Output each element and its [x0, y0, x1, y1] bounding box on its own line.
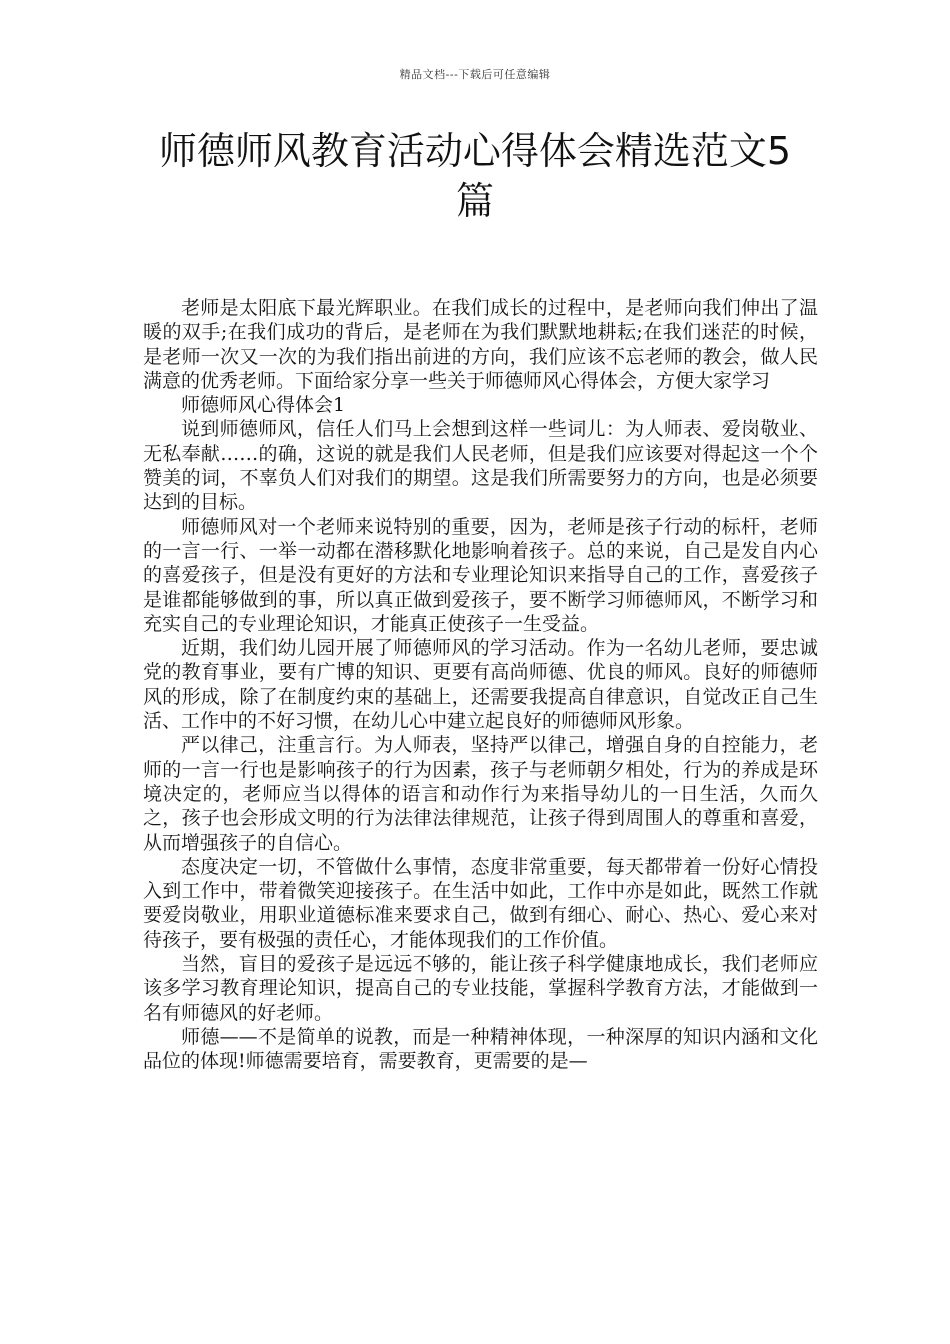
intro-paragraph: 老师是太阳底下最光辉职业。在我们成长的过程中，是老师向我们伸出了温暖的双手;在我们成功的背后，是老师在为我们默默地耕耘;在我们迷茫的时候，是老师一次又一次的为我们指出前进的方向，我们应该不忘老师的教会，做人民满意的优秀老师。下面给家分享一些关于师德师风心得体会，方便大家学习: [143, 297, 818, 392]
body-paragraph: 师德——不是简单的说教，而是一种精神体现，一种深厚的知识内涵和文化品位的体现!师德需要培育，需要教育，更需要的是—: [143, 1025, 818, 1073]
body-paragraph: 师德师风对一个老师来说特别的重要，因为，老师是孩子行动的标杆，老师的一言一行、一举一动都在潜移默化地影响着孩子。总的来说，自己是发自内心的喜爱孩子，但是没有更好的方法和专业理论知识来指导自己的工作，喜爱孩子是谁都能够做到的事，所以真正做到爱孩子，要不断学习师德师风，不断学习和充实自己的专业理论知识，才能真正使孩子一生受益。: [143, 515, 818, 635]
body-paragraph: 当然，盲目的爱孩子是远远不够的，能让孩子科学健康地成长，我们老师应该多学习教育理论知识，提高自己的专业技能，掌握科学教育方法，才能做到一名有师德风的好老师。: [143, 953, 818, 1024]
body-paragraph: 说到师德师风，信任人们马上会想到这样一些词儿：为人师表、爱岗敬业、无私奉献……的确，这说的就是我们人民老师，但是我们应该要对得起这一个个赞美的词，不辜负人们对我们的期望。这是我们所需要努力的方向，也是必须要达到的目标。: [143, 418, 818, 514]
body-paragraph: 近期，我们幼儿园开展了师德师风的学习活动。作为一名幼儿老师，要忠诚党的教育事业，要有广博的知识、更要有高尚师德、优良的师风。良好的师德师风的形成，除了在制度约束的基础上，还需要我提高自律意识，自觉改正自己生活、工作中的不好习惯，在幼儿心中建立起良好的师德师风形象。: [143, 637, 818, 733]
body-paragraph: 严以律己，注重言行。为人师表，坚持严以律己，增强自身的自控能力，老师的一言一行也是影响孩子的行为因素，孩子与老师朝夕相处，行为的养成是环境决定的，老师应当以得体的语言和动作行为来指导幼儿的一日生活，久而久之，孩子也会形成文明的行为法律法律规范，让孩子得到周围人的尊重和喜爱，从而增强孩子的自信心。: [143, 734, 818, 854]
section-heading: 师德师风心得体会1: [181, 394, 346, 417]
document-title: 师德师风教育活动心得体会精选范文5篇: [158, 129, 792, 223]
body-paragraph: 态度决定一切，不管做什么事情，态度非常重要，每天都带着一份好心情投入到工作中，带着微笑迎接孩子。在生活中如此，工作中亦是如此，既然工作就要爱岗敬业，用职业道德标准来要求自己，做到有细心、耐心、热心、爱心来对待孩子，要有极强的责任心，才能体现我们的工作价值。: [143, 855, 818, 951]
document-body: [143, 296, 818, 1074]
header-note: 精品文档---下载后可任意编辑: [399, 68, 551, 81]
